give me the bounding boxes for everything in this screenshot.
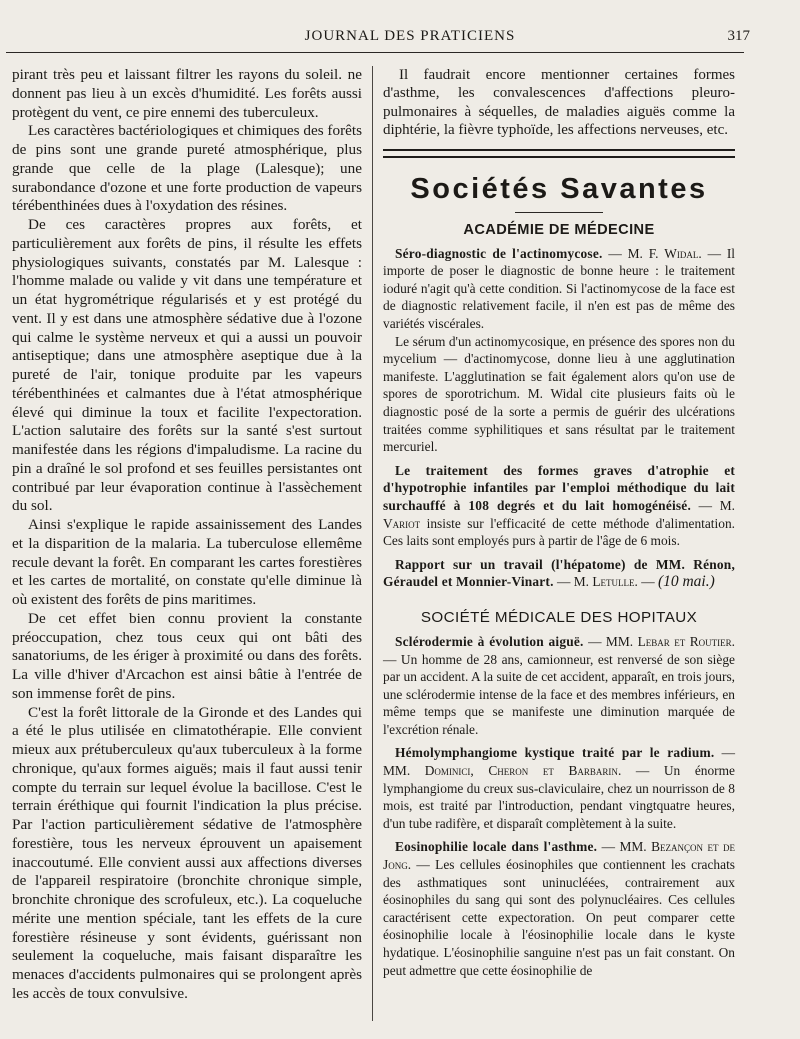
entry-dash: — MM.: [597, 839, 652, 855]
entry-dash: — M. F.: [602, 245, 665, 261]
entry-text: Les cellules éosinophiles que contiennent les crachats des asthmatiques sont uninucléées, contrairement aux éosinophiles du sang qui sont des polynucléaires. Ces cellules caractérisent cette expectoration. On peut comparer cette éosinophilie locale à l'éosinophilie locale dans le kyste hydatique. L'éosinophilie sanguine n'est pas un fait constant. On peut admettre que cette éosinophilie de: [383, 857, 735, 978]
entry-dash: . —: [634, 574, 658, 590]
entry-heading: Eosinophilie locale dans l'asthme.: [395, 839, 598, 855]
report-entry: [383, 633, 735, 739]
entry-dash: . —: [407, 857, 436, 873]
entry-heading: Sclérodermie à évolution aiguë.: [395, 633, 584, 649]
journal-title: JOURNAL DES PRATICIENS: [304, 28, 516, 44]
entry-dash: — MM.: [583, 633, 638, 649]
header-rule: [6, 52, 744, 53]
entry-heading: Séro-diagnostic de l'actinomycose.: [395, 245, 603, 261]
entry-dash: . —: [698, 245, 727, 261]
paragraph: De ces caractères propres aux forêts, et particulièrement aux forêts de pins, il résulte les effets physiologiques suivants, constatés par M. Lalesque : l'homme malade ou valide y vit dans une température et un état hygrométrique régularisés et y est protégé du vent. Il y est dans une atmosphère sédative due à l'ozone qui calme le système nerveux et qui a aussi un pouvoir antiseptique; dans une atmosphère aseptique due à la pureté de l'air, tonique produite par les vapeurs térébenthinées et calmantes due à l'état atmosphérique élevé qui diminue la toux et facilite l'expectoration. L'action salutaire des forêts sur la santé s'est surtout manifestée dans les régions d'impaludisme. La racine du pin a draîné le sol profond et ses feuilles persistantes ont contribué par leur évaporation continue à l'assèchement du sol.: [12, 216, 362, 515]
societe-heading: SOCIÉTÉ MÉDICALE DES HOPITAUX: [420, 608, 698, 626]
entry-dash: — M.: [553, 574, 593, 590]
entry-text: insiste sur l'efficacité de cette méthode d'alimentation. Ces laits sont employés purs à partir de l'âge de 6 mois.: [383, 515, 735, 549]
entry-author: Widal: [664, 245, 699, 261]
running-header: [70, 28, 750, 50]
report-entry: [383, 838, 735, 979]
entry-text: Il importe de poser le diagnostic de bonne heure : le traitement ioduré n'agit qu'à cette condition. Si l'actinomycose de la face est de diagnostic relativement facile, il n'en est pas de même des variétés viscérales.: [383, 245, 736, 331]
section-double-rule: [383, 149, 735, 158]
paragraph: De cet effet bien connu provient la constante préoccupation, chez tous ceux qui ont bâti des sanatoriums, de les ériger à proximité ou dans des forêts. La ville d'hiver d'Arcachon est ainsi bâtie à l'entrée de son immense forêt de pins.: [12, 609, 362, 702]
paragraph: pirant très peu et laissant filtrer les rayons du soleil. ne donnent pas lieu à un excès d'humidité. Les forêts aussi protègent du vent, ce pire ennemi des tuberculeux.: [12, 66, 362, 121]
entry-heading: Le traitement des formes graves d'atrophie et d'hypotrophie infantiles par l'emploi méthodique du lait surchauffé à 108 degrés et du lait homogénéisé.: [383, 462, 735, 513]
column-divider: [372, 66, 373, 1021]
entry-author: Lebar et Routier: [637, 633, 732, 649]
paragraph: C'est la forêt littorale de la Gironde et des Landes qui a été le plus utilisée en climatothérapie. Elle convient mieux aux prétuberculeux qu'aux tuberculeux à la forme chronique, qu'aux formes aiguës; mais il faut aussi tenir compte du terrain sur lequel évolue la bacillose. C'est le terrain éréthique qui fournit l'indication la plus précise. Par l'action particulièrement sédative de l'atmosphère forestière, tous les nerveux éprouvent un apaisement inaccoutumé. Elle convient aussi aux affections diverses de l'appareil respiratoire (bronchite chronique simple, bronchite chronique des scrofuleux, etc.). La coqueluche mérite une mention spéciale, tant les effets de la cure forestière résineuse y sont évidents, guérissant non seulement la coqueluche, mais faisant disparaître les menaces d'accidents pulmonaires qui se prolongent après les accès de toux convulsive.: [12, 703, 362, 1002]
left-column: [12, 66, 362, 1004]
paragraph: Ainsi s'explique le rapide assainissement des Landes et la disparition de la malaria. La tuberculose ellemême recule devant la forêt. En comparant les cartes forestières et les cartes de mortalité, on constate qu'elle diminue là où existent des forêts de pins maritimes.: [12, 516, 362, 608]
entry-dash: . —: [617, 763, 664, 779]
title-rule: [515, 212, 603, 213]
entry-author: Letulle: [592, 574, 635, 590]
report-entry: [383, 744, 735, 832]
entry-author: Dominici, Cheron et Barbarin: [424, 763, 618, 779]
report-entry: [383, 556, 735, 591]
lead-paragraph: Il faudrait encore mentionner certaines formes d'asthme, les convalescences d'affections pleuro-pulmonaires à séquelles, de maladies aiguës comme la diphtérie, la fièvre typhoïde, les affections nerveuses, etc.: [383, 67, 735, 139]
section-title: Sociétés Savantes: [410, 172, 708, 205]
session-date: (10 mai.): [657, 573, 715, 591]
report-entry: [383, 245, 735, 456]
page-number: 317: [727, 28, 750, 44]
entry-author: Variot: [383, 515, 421, 531]
entry-heading: Rapport sur un travail (l'hépatome) de MM. Rénon, Géraudel et Monnier-Vinart.: [383, 556, 735, 590]
entry-heading: Hémolymphangiome kystique traité par le radium.: [395, 745, 715, 761]
entry-dash: — M.: [691, 497, 735, 513]
entry-text: Un énorme lymphangiome du creux sus-claviculaire, chez un nourrisson de 8 mois, est traité par l'introduction, pendant vingtquatre heures, d'un tube radifère, et disparaît complètement à la suite.: [383, 763, 735, 831]
entry-dash: — MM.: [383, 745, 735, 779]
paragraph: Les caractères bactériologiques et chimiques des forêts de pins sont une grande pureté atmosphérique, plus grande que celle de la plage (Lalesque); une surabondance d'ozone et une forte production de vapeurs térébenthinées dues à l'oxydation des résines.: [12, 122, 362, 215]
entry-text: Un homme de 28 ans, camionneur, est renversé de son siège par un accident. A la suite de cet accident, apparaît, en trois jours, une sclérodermie intense de la face et des membres inférieurs, en même temps que se manifeste une diminution marquée de l'excrétion rénale.: [383, 651, 735, 737]
report-entry: [383, 462, 735, 550]
entry-dash: . —: [383, 633, 735, 667]
right-column: [383, 66, 735, 985]
academie-heading: ACADÉMIE DE MÉDECINE: [463, 221, 655, 238]
entry-author: Bezançon et de Jong: [383, 839, 735, 873]
entry-text: Le sérum d'un actinomycosique, en présence des spores non du mycelium — d'actinomycose, donne lieu à une agglutination manifeste. L'agglutination se fait également alors qu'on use de spores de sporotrichum. M. Widal cite plusieurs faits où le diagnostic posé de la sorte a permis de guérir des ulcérations traitées comme syphilitiques et sans résultat par le traitement mercuriel.: [383, 333, 735, 455]
